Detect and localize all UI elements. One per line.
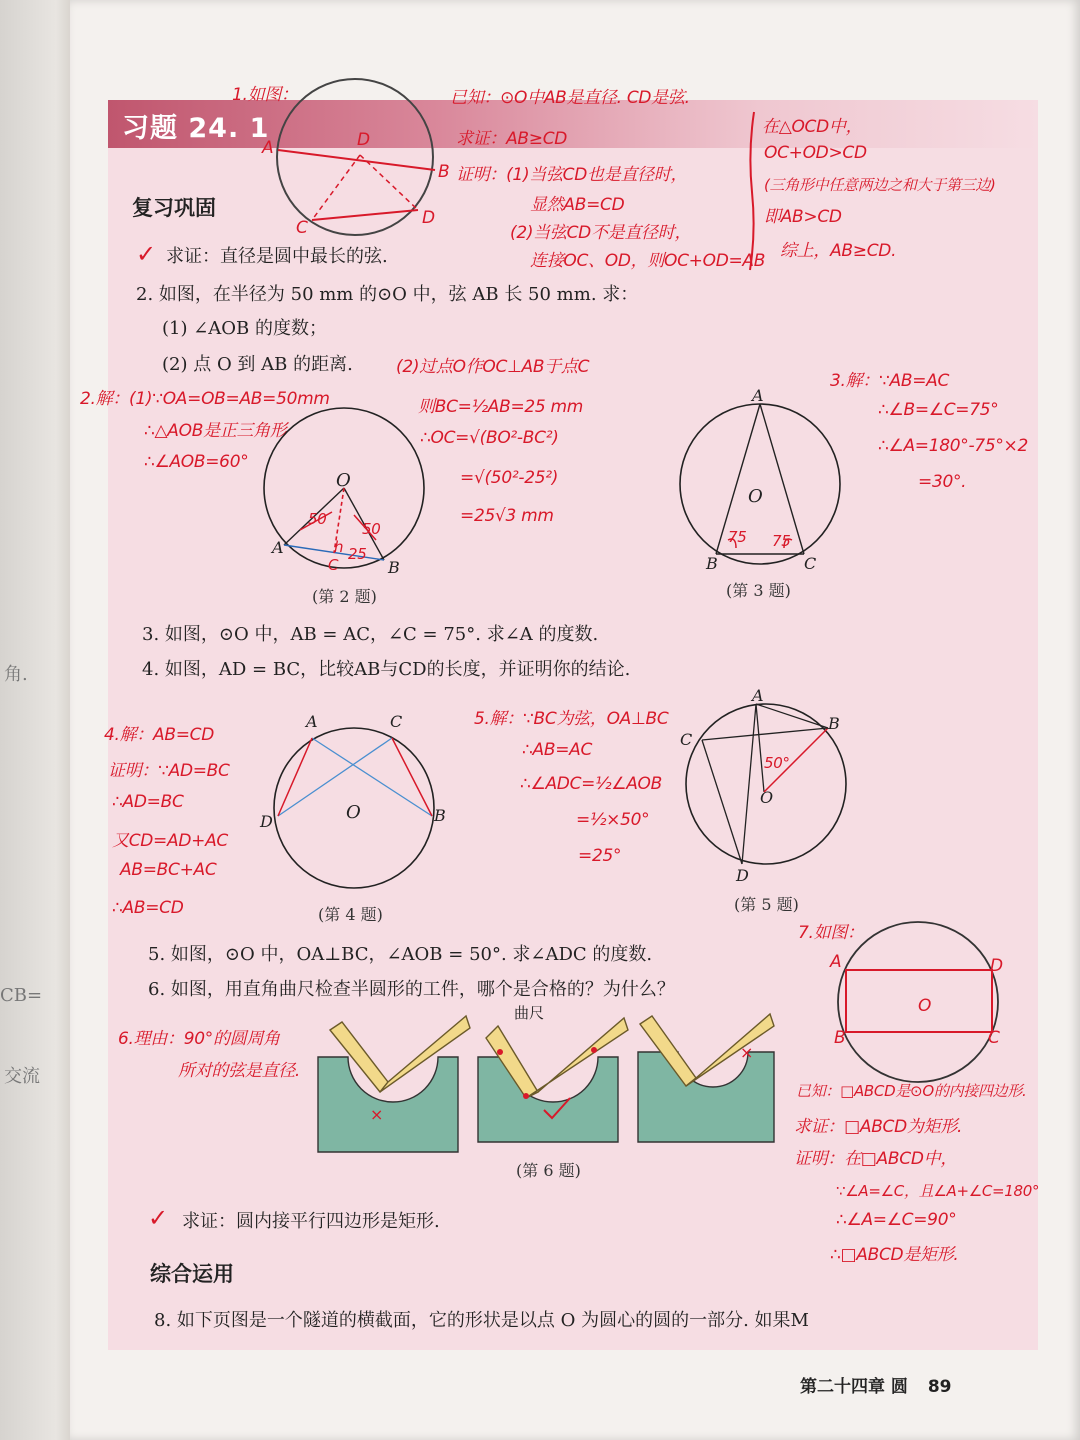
- problem-2a: (1) ∠AOB 的度数；: [162, 318, 328, 339]
- handwriting: =25√3 mm: [460, 506, 554, 526]
- fig5-label-c: C: [680, 730, 693, 749]
- fig2-side-label: 50: [362, 520, 381, 538]
- margin-note: 角.: [4, 664, 28, 685]
- handwriting: 3.解：∵AB=AC: [830, 371, 950, 391]
- figure-3-diagram: [676, 400, 846, 570]
- handwriting: ∴AD=BC: [112, 792, 184, 812]
- problem-1: 求证：直径是圆中最长的弦.: [166, 246, 388, 267]
- handwriting: 6.理由：90°的圆周角: [118, 1029, 280, 1049]
- handwriting: ∴AB=AC: [522, 740, 593, 760]
- fig2-label-o: O: [336, 470, 351, 491]
- handwriting: ∴OC=√(BO²-BC²): [420, 428, 559, 448]
- handwriting: 所对的弦是直径.: [178, 1061, 301, 1081]
- fig2-label-a: A: [272, 538, 284, 557]
- fig7-label-b: B: [834, 1028, 846, 1048]
- handwriting: ∴△AOB是正三角形: [144, 421, 287, 441]
- fig4-label-a: A: [306, 712, 318, 731]
- checkmark: ✓: [136, 240, 156, 268]
- handwriting: 证明：在□ABCD中，: [794, 1149, 958, 1169]
- problem-7: 求证：圆内接平行四边形是矩形.: [182, 1211, 440, 1232]
- handwriting: 已知：⊙O中AB是直径. CD是弦.: [450, 88, 690, 108]
- fig5-label-a: A: [752, 686, 764, 705]
- handwriting: =30°.: [918, 472, 967, 492]
- problem-6: 6. 如图，用直角曲尺检查半圆形的工件，哪个是合格的？为什么？: [148, 979, 675, 1000]
- handwriting: 连接OC、OD，则OC+OD=AB: [530, 251, 766, 271]
- handwriting: OC+OD>CD: [764, 143, 867, 163]
- handwriting: 求证：□ABCD为矩形.: [794, 1117, 963, 1137]
- fig3-angle: 75: [728, 528, 747, 546]
- handwriting: 1.如图：: [232, 85, 298, 105]
- fig3-label-b: B: [706, 554, 718, 573]
- handwriting: 7.如图：: [798, 923, 864, 943]
- margin-note: 交流: [4, 1066, 40, 1087]
- figure-6-workpiece-3: [638, 1012, 778, 1152]
- fig1-label-b: B: [438, 162, 450, 182]
- fig5-label-o: O: [760, 788, 774, 807]
- page-footer: [800, 1372, 952, 1397]
- caption-3: (第 3 题): [726, 581, 791, 600]
- fig7-label-o: O: [918, 996, 932, 1016]
- svg-text:×: ×: [370, 1105, 384, 1124]
- fig5-angle: 50°: [764, 754, 790, 772]
- caption-5: (第 5 题): [734, 895, 799, 914]
- figure-6-workpiece-1: [318, 1012, 458, 1152]
- handwriting: 在△OCD中，: [762, 117, 863, 137]
- exercise-title: 习题 24. 1: [122, 113, 270, 144]
- fig7-label-a: A: [830, 952, 842, 972]
- handwriting: 证明：(1)当弦CD也是直径时，: [456, 165, 688, 185]
- fig3-label-c: C: [804, 554, 817, 573]
- fig1-label-o: D: [357, 130, 370, 150]
- fig3-angle: 75: [772, 532, 791, 550]
- fig5-label-b: B: [828, 714, 840, 733]
- handwriting: ∴□ABCD是矩形.: [830, 1245, 959, 1265]
- problem-5: 5. 如图，⊙O 中，OA⊥BC，∠AOB = 50°. 求∠ADC 的度数.: [148, 944, 653, 965]
- handwriting: ∴∠A=∠C=90°: [836, 1210, 957, 1230]
- handwriting: 则BC=½AB=25 mm: [418, 397, 584, 417]
- fig1-label-d: D: [422, 208, 435, 228]
- margin-note: CB=: [0, 985, 43, 1006]
- fig1-label-a: A: [262, 138, 274, 158]
- handwriting: (2)当弦CD不是直径时，: [510, 223, 692, 243]
- fig2-side-label: 25: [348, 545, 367, 563]
- fig4-label-d: D: [260, 812, 273, 831]
- svg-text:×: ×: [740, 1043, 754, 1062]
- checkmark: ✓: [148, 1204, 168, 1232]
- handwriting: ∵∠A=∠C，且∠A+∠C=180°: [836, 1182, 1040, 1200]
- fig1-label-c: C: [296, 218, 308, 238]
- handwriting: 即AB>CD: [764, 207, 842, 227]
- handwriting: =½×50°: [576, 810, 650, 830]
- handwriting: 显然AB=CD: [530, 195, 625, 215]
- handwriting: 已知：□ABCD是⊙O的内接四边形.: [796, 1082, 1027, 1100]
- handwriting: ∴AB=CD: [112, 898, 184, 918]
- problem-3: 3. 如图，⊙O 中，AB = AC，∠C = 75°. 求∠A 的度数.: [142, 624, 599, 645]
- handwriting: ∴∠AOB=60°: [144, 452, 249, 472]
- fig3-label-o: O: [748, 486, 763, 507]
- problem-8: 8. 如下页图是一个隧道的横截面，它的形状是以点 O 为圆心的圆的一部分. 如果M: [154, 1310, 809, 1331]
- handwriting: =√(50²-25²): [460, 468, 559, 488]
- fig2-label-h: h: [334, 538, 344, 556]
- fig4-label-o: O: [346, 802, 361, 823]
- fig4-label-c: C: [390, 712, 403, 731]
- handwriting: 求证：AB≥CD: [456, 129, 568, 149]
- figure-6-workpiece-2: [478, 1012, 618, 1152]
- bracket-line: [748, 112, 758, 272]
- fig2-side-label: 50: [308, 510, 327, 528]
- problem-2: 2. 如图，在半径为 50 mm 的⊙O 中，弦 AB 长 50 mm. 求：: [136, 284, 639, 305]
- fig7-label-d: D: [990, 956, 1003, 976]
- left-page-edge: [0, 0, 80, 1440]
- handwriting: 证明：∵AD=BC: [108, 761, 230, 781]
- handwriting: 4.解：AB=CD: [104, 725, 215, 745]
- problem-4: 4. 如图，AD = BC，比较AB与CD的长度，并证明你的结论.: [142, 659, 631, 680]
- handwriting: 又CD=AD+AC: [112, 831, 228, 851]
- handwriting: 2.解：(1)∵OA=OB=AB=50mm: [80, 389, 330, 409]
- fig2-label-c: C: [328, 556, 339, 574]
- handwriting: (2)过点O作OC⊥AB于点C: [396, 357, 590, 377]
- handwriting: ∴∠B=∠C=75°: [878, 400, 999, 420]
- page-number: 89: [927, 1377, 952, 1397]
- handwriting: 5.解：∵BC为弦，OA⊥BC: [474, 709, 669, 729]
- fig5-label-d: D: [736, 866, 749, 885]
- fig4-label-b: B: [434, 806, 446, 825]
- handwriting: AB=BC+AC: [120, 860, 217, 880]
- fig2-label-b: B: [388, 558, 400, 577]
- fig7-label-c: C: [988, 1028, 1000, 1048]
- fig3-label-a: A: [752, 386, 764, 405]
- figure-5-diagram: [682, 700, 852, 870]
- handwriting: (三角形中任意两边之和大于第三边): [764, 176, 996, 194]
- handwriting: ∴∠ADC=½∠AOB: [520, 774, 662, 794]
- section-apply: 综合运用: [150, 1262, 234, 1286]
- caption-6: (第 6 题): [516, 1161, 581, 1180]
- caption-2: (第 2 题): [312, 587, 377, 606]
- caption-4: (第 4 题): [318, 905, 383, 924]
- ruler-label: 曲尺: [514, 1004, 545, 1022]
- section-review: 复习巩固: [132, 196, 216, 220]
- problem-2b: (2) 点 O 到 AB 的距离.: [162, 354, 353, 375]
- handwriting: =25°: [578, 846, 622, 866]
- handwriting: ∴∠A=180°-75°×2: [878, 436, 1029, 456]
- handwriting: 综上，AB≥CD.: [780, 241, 897, 261]
- chapter-label: 第二十四章 圆: [800, 1377, 908, 1397]
